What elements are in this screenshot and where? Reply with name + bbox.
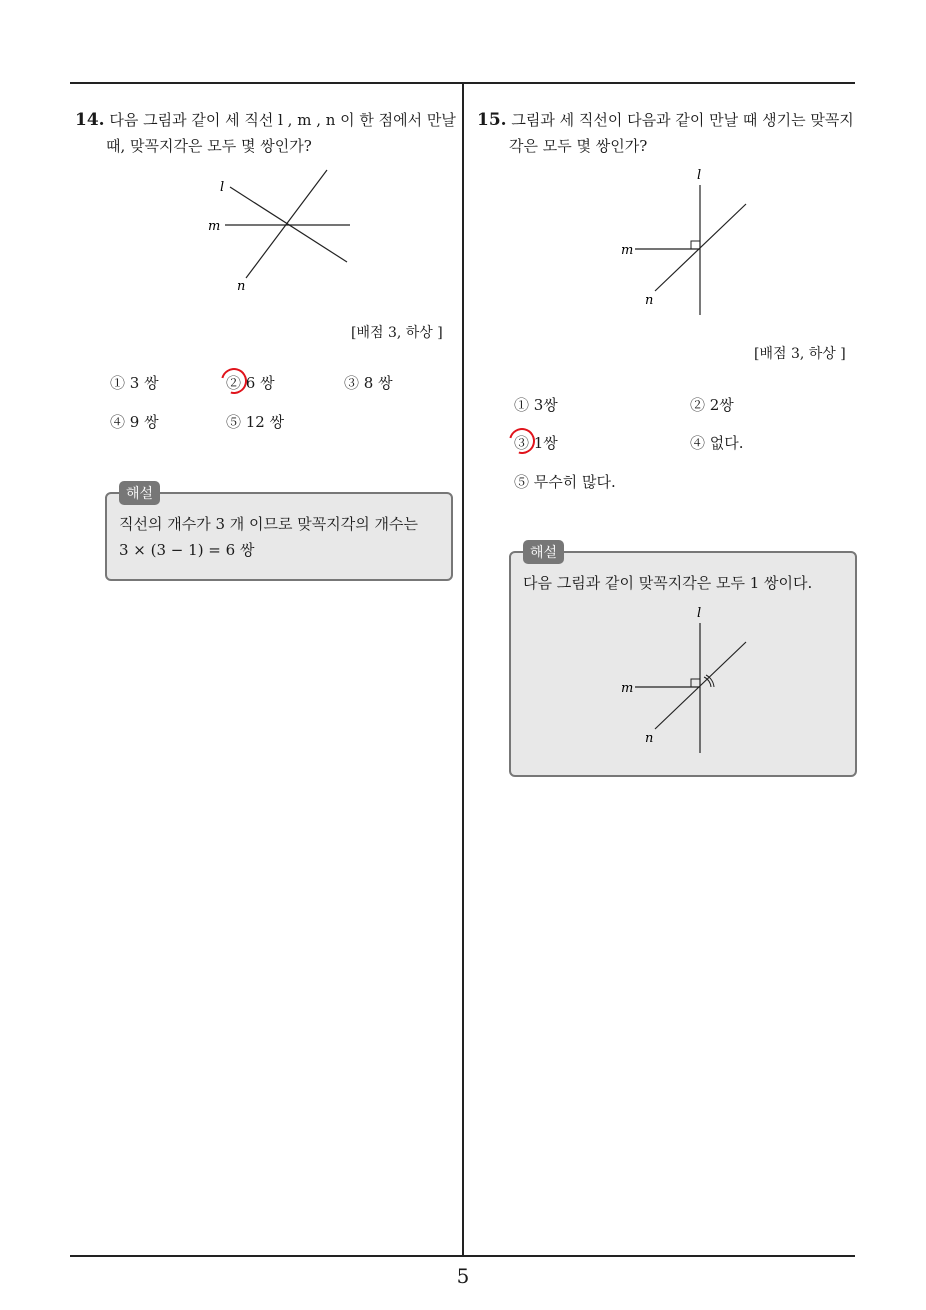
q15-choice-4[interactable]: ④ 없다. (690, 434, 744, 452)
q15-choice-3[interactable]: ③ 1쌍 (514, 434, 558, 452)
q14-line2: 때, 맞꼭지각은 모두 몇 쌍인가? (106, 137, 312, 155)
q15-exp-label-m: m (621, 681, 634, 696)
q14-line-n (246, 170, 327, 278)
q15-score: [배점 3, 하상 ] (754, 346, 846, 362)
q14-choice-5[interactable]: ⑤ 12 쌍 (226, 413, 285, 431)
q15-title (477, 107, 854, 133)
q14-choice-4[interactable]: ④ 9 쌍 (110, 413, 159, 431)
q15-right-angle (691, 241, 700, 249)
q15-explanation-figure (615, 603, 755, 758)
q14-answer-mark (216, 363, 252, 399)
bottom-rule (70, 1255, 855, 1257)
q15-figure (615, 165, 755, 320)
q14-choice-1[interactable]: ① 3 쌍 (110, 374, 159, 392)
q14-explanation-line2: 3 × (3 − 1) = 6 쌍 (119, 541, 255, 559)
q15-explanation-tag: 해설 (523, 540, 564, 564)
q15-choice-1[interactable]: ① 3쌍 (514, 396, 558, 414)
q14-choice-3[interactable]: ③ 8 쌍 (344, 374, 393, 392)
q14-figure (200, 165, 370, 300)
q15-choice-5[interactable]: ⑤ 무수히 많다. (514, 473, 616, 491)
q15-answer-mark (504, 423, 540, 459)
column-divider (462, 82, 464, 1257)
q15-exp-label-l: l (697, 606, 702, 621)
q14-label-n: n (237, 279, 246, 294)
q14-line1: 다음 그림과 같이 세 직선 l , m , n 이 한 점에서 만날 (109, 111, 456, 129)
q14-title (75, 107, 456, 133)
q14-label-m: m (208, 219, 221, 234)
q15-line2: 각은 모두 몇 쌍인가? (509, 137, 648, 155)
q15-label-m: m (621, 243, 634, 258)
q14-explanation-line1: 직선의 개수가 3 개 이므로 맞꼭지각의 개수는 (119, 515, 418, 533)
q14-choice-2[interactable]: ② 6 쌍 (226, 374, 275, 392)
q14-score: [배점 3, 하상 ] (351, 325, 443, 341)
q14-label-l: l (220, 180, 225, 195)
q15-choice-2[interactable]: ② 2쌍 (690, 396, 734, 414)
q14-explanation-tag: 해설 (119, 481, 160, 505)
page-number: 5 (456, 1264, 470, 1288)
q14-number: 14. (75, 110, 105, 130)
q15-line1: 그림과 세 직선이 다음과 같이 만날 때 생기는 맞꼭지 (511, 111, 854, 129)
q15-exp-label-n: n (645, 731, 654, 746)
q15-exp-right-angle (691, 679, 700, 687)
q15-explanation-line1: 다음 그림과 같이 맞꼭지각은 모두 1 쌍이다. (523, 574, 813, 592)
q15-number: 15. (477, 110, 507, 130)
q15-label-n: n (645, 293, 654, 308)
q15-label-l: l (697, 168, 702, 183)
